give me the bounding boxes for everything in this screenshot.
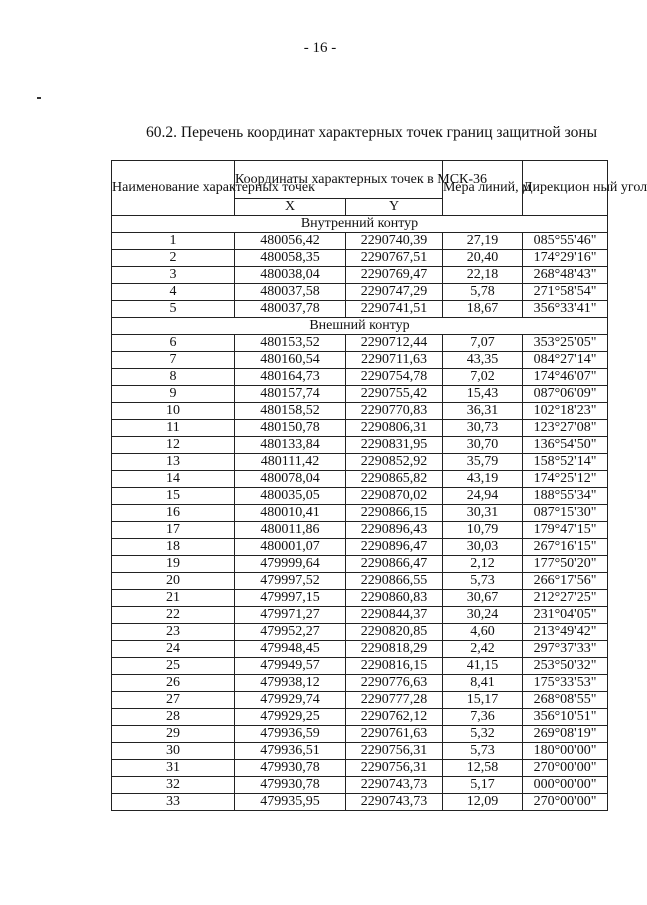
table-row	[112, 573, 608, 590]
direction-angle: 253°50'32"	[523, 658, 608, 675]
header-length: Мера линий, м	[443, 161, 523, 216]
point-number: 8	[112, 369, 235, 386]
line-length: 35,79	[443, 454, 523, 471]
direction-angle: 174°29'16"	[523, 250, 608, 267]
line-length: 30,73	[443, 420, 523, 437]
table-row	[112, 488, 608, 505]
point-number: 11	[112, 420, 235, 437]
coord-y: 2290818,29	[346, 641, 443, 658]
section-label: Внутренний контур	[112, 216, 608, 233]
point-number: 21	[112, 590, 235, 607]
line-length: 43,35	[443, 352, 523, 369]
point-number: 31	[112, 760, 235, 777]
section-label: Внешний контур	[112, 318, 608, 335]
table-row	[112, 692, 608, 709]
point-number: 19	[112, 556, 235, 573]
coord-y: 2290860,83	[346, 590, 443, 607]
line-length: 8,41	[443, 675, 523, 692]
direction-angle: 136°54'50"	[523, 437, 608, 454]
coord-x: 480038,04	[235, 267, 346, 284]
header-x: X	[235, 199, 346, 216]
coord-y: 2290754,78	[346, 369, 443, 386]
header-coordinates: Координаты характерных точек в МСК-36	[235, 161, 443, 199]
point-number: 7	[112, 352, 235, 369]
direction-angle: 102°18'23"	[523, 403, 608, 420]
table-row	[112, 777, 608, 794]
line-length: 7,07	[443, 335, 523, 352]
line-length: 5,17	[443, 777, 523, 794]
table-row	[112, 590, 608, 607]
coord-y: 2290896,47	[346, 539, 443, 556]
coord-y: 2290844,37	[346, 607, 443, 624]
line-length: 18,67	[443, 301, 523, 318]
coord-y: 2290820,85	[346, 624, 443, 641]
coord-x: 480035,05	[235, 488, 346, 505]
line-length: 12,58	[443, 760, 523, 777]
table-row	[112, 250, 608, 267]
coord-y: 2290711,63	[346, 352, 443, 369]
coord-x: 480160,54	[235, 352, 346, 369]
line-length: 30,24	[443, 607, 523, 624]
direction-angle: 179°47'15"	[523, 522, 608, 539]
table-row	[112, 794, 608, 811]
coordinates-table	[111, 160, 647, 811]
direction-angle: 087°06'09"	[523, 386, 608, 403]
line-length: 30,03	[443, 539, 523, 556]
coord-x: 479997,52	[235, 573, 346, 590]
coord-y: 2290776,63	[346, 675, 443, 692]
point-number: 24	[112, 641, 235, 658]
line-length: 41,15	[443, 658, 523, 675]
header-y: Y	[346, 199, 443, 216]
table-row	[112, 505, 608, 522]
direction-angle: 212°27'25"	[523, 590, 608, 607]
direction-angle: 188°55'34"	[523, 488, 608, 505]
coord-x: 480153,52	[235, 335, 346, 352]
coord-y: 2290866,55	[346, 573, 443, 590]
point-number: 5	[112, 301, 235, 318]
direction-angle: 270°00'00"	[523, 794, 608, 811]
line-length: 22,18	[443, 267, 523, 284]
point-number: 26	[112, 675, 235, 692]
point-number: 10	[112, 403, 235, 420]
coord-x: 480164,73	[235, 369, 346, 386]
line-length: 24,94	[443, 488, 523, 505]
point-number: 23	[112, 624, 235, 641]
line-length: 5,32	[443, 726, 523, 743]
table-row	[112, 471, 608, 488]
table-row	[112, 726, 608, 743]
direction-angle: 297°37'33"	[523, 641, 608, 658]
direction-angle: 270°00'00"	[523, 760, 608, 777]
direction-angle: 267°16'15"	[523, 539, 608, 556]
coord-x: 480011,86	[235, 522, 346, 539]
coord-x: 479929,25	[235, 709, 346, 726]
coord-y: 2290870,02	[346, 488, 443, 505]
direction-angle: 123°27'08"	[523, 420, 608, 437]
coord-x: 480157,74	[235, 386, 346, 403]
direction-angle: 085°55'46"	[523, 233, 608, 250]
coord-y: 2290761,63	[346, 726, 443, 743]
line-length: 30,67	[443, 590, 523, 607]
table-row	[112, 675, 608, 692]
point-number: 17	[112, 522, 235, 539]
line-length: 30,31	[443, 505, 523, 522]
direction-angle: 177°50'20"	[523, 556, 608, 573]
coord-y: 2290756,31	[346, 760, 443, 777]
line-length: 5,73	[443, 573, 523, 590]
line-length: 27,19	[443, 233, 523, 250]
line-length: 4,60	[443, 624, 523, 641]
direction-angle: 175°33'53"	[523, 675, 608, 692]
table-row	[112, 369, 608, 386]
direction-angle: 353°25'05"	[523, 335, 608, 352]
point-number: 13	[112, 454, 235, 471]
coord-y: 2290741,51	[346, 301, 443, 318]
coord-x: 479971,27	[235, 607, 346, 624]
coord-x: 480158,52	[235, 403, 346, 420]
coord-y: 2290852,92	[346, 454, 443, 471]
table-row	[112, 233, 608, 250]
point-number: 6	[112, 335, 235, 352]
point-number: 4	[112, 284, 235, 301]
coord-x: 479949,57	[235, 658, 346, 675]
coord-y: 2290743,73	[346, 777, 443, 794]
coord-x: 480010,41	[235, 505, 346, 522]
line-length: 12,09	[443, 794, 523, 811]
point-number: 18	[112, 539, 235, 556]
coord-x: 480133,84	[235, 437, 346, 454]
coord-y: 2290866,15	[346, 505, 443, 522]
stray-mark	[37, 97, 41, 99]
point-number: 25	[112, 658, 235, 675]
direction-angle: 231°04'05"	[523, 607, 608, 624]
point-number: 14	[112, 471, 235, 488]
line-length: 10,79	[443, 522, 523, 539]
line-length: 7,36	[443, 709, 523, 726]
point-number: 28	[112, 709, 235, 726]
coord-x: 479935,95	[235, 794, 346, 811]
table-row	[112, 386, 608, 403]
coord-x: 479999,64	[235, 556, 346, 573]
direction-angle: 000°00'00"	[523, 777, 608, 794]
table-row	[112, 658, 608, 675]
point-number: 9	[112, 386, 235, 403]
table-row	[112, 641, 608, 658]
table-row	[112, 624, 608, 641]
point-number: 16	[112, 505, 235, 522]
coord-x: 480150,78	[235, 420, 346, 437]
coord-y: 2290816,15	[346, 658, 443, 675]
coord-x: 479938,12	[235, 675, 346, 692]
coord-x: 479929,74	[235, 692, 346, 709]
coord-y: 2290865,82	[346, 471, 443, 488]
coord-x: 479948,45	[235, 641, 346, 658]
coord-x: 480111,42	[235, 454, 346, 471]
point-number: 33	[112, 794, 235, 811]
coord-x: 480037,58	[235, 284, 346, 301]
table-row	[112, 267, 608, 284]
table-row	[112, 403, 608, 420]
direction-angle: 174°25'12"	[523, 471, 608, 488]
coord-x: 480056,42	[235, 233, 346, 250]
coordinates-table-body	[112, 216, 608, 811]
coord-y: 2290762,12	[346, 709, 443, 726]
direction-angle: 271°58'54"	[523, 284, 608, 301]
direction-angle: 087°15'30"	[523, 505, 608, 522]
point-number: 2	[112, 250, 235, 267]
table-row	[112, 284, 608, 301]
table-row	[112, 760, 608, 777]
coord-x: 479952,27	[235, 624, 346, 641]
coord-y: 2290743,73	[346, 794, 443, 811]
coord-x: 480001,07	[235, 539, 346, 556]
direction-angle: 084°27'14"	[523, 352, 608, 369]
point-number: 30	[112, 743, 235, 760]
table-row	[112, 454, 608, 471]
line-length: 5,78	[443, 284, 523, 301]
line-length: 15,43	[443, 386, 523, 403]
coord-x: 479936,59	[235, 726, 346, 743]
coord-x: 480058,35	[235, 250, 346, 267]
point-number: 1	[112, 233, 235, 250]
line-length: 43,19	[443, 471, 523, 488]
table-row	[112, 607, 608, 624]
table-row	[112, 352, 608, 369]
coord-y: 2290747,29	[346, 284, 443, 301]
line-length: 15,17	[443, 692, 523, 709]
point-number: 3	[112, 267, 235, 284]
document-title: 60.2. Перечень координат характерных точек границ защитной зоны	[146, 124, 598, 141]
coord-y: 2290806,31	[346, 420, 443, 437]
direction-angle: 266°17'56"	[523, 573, 608, 590]
coord-x: 479936,51	[235, 743, 346, 760]
point-number: 12	[112, 437, 235, 454]
coord-y: 2290866,47	[346, 556, 443, 573]
coord-x: 480037,78	[235, 301, 346, 318]
table-row	[112, 709, 608, 726]
header-angle: Дирекцион ный угол	[523, 161, 608, 216]
coord-y: 2290755,42	[346, 386, 443, 403]
line-length: 2,42	[443, 641, 523, 658]
table-row	[112, 743, 608, 760]
line-length: 36,31	[443, 403, 523, 420]
coord-y: 2290896,43	[346, 522, 443, 539]
table-row	[112, 539, 608, 556]
coord-y: 2290770,83	[346, 403, 443, 420]
coord-y: 2290769,47	[346, 267, 443, 284]
line-length: 20,40	[443, 250, 523, 267]
point-number: 27	[112, 692, 235, 709]
section-header-row	[112, 216, 608, 233]
coord-x: 479930,78	[235, 777, 346, 794]
coord-y: 2290777,28	[346, 692, 443, 709]
table-row	[112, 335, 608, 352]
line-length: 2,12	[443, 556, 523, 573]
coord-y: 2290712,44	[346, 335, 443, 352]
coord-x: 479930,78	[235, 760, 346, 777]
point-number: 15	[112, 488, 235, 505]
header-name: Наименование характерных точек	[112, 161, 235, 216]
table-row	[112, 437, 608, 454]
direction-angle: 269°08'19"	[523, 726, 608, 743]
coord-y: 2290831,95	[346, 437, 443, 454]
point-number: 20	[112, 573, 235, 590]
table-row	[112, 301, 608, 318]
point-number: 22	[112, 607, 235, 624]
direction-angle: 268°08'55"	[523, 692, 608, 709]
point-number: 32	[112, 777, 235, 794]
table-row	[112, 556, 608, 573]
point-number: 29	[112, 726, 235, 743]
coord-y: 2290756,31	[346, 743, 443, 760]
coord-x: 480078,04	[235, 471, 346, 488]
direction-angle: 268°48'43"	[523, 267, 608, 284]
line-length: 7,02	[443, 369, 523, 386]
page-number: - 16 -	[303, 40, 337, 56]
line-length: 5,73	[443, 743, 523, 760]
coord-y: 2290740,39	[346, 233, 443, 250]
direction-angle: 213°49'42"	[523, 624, 608, 641]
direction-angle: 180°00'00"	[523, 743, 608, 760]
section-header-row	[112, 318, 608, 335]
direction-angle: 356°33'41"	[523, 301, 608, 318]
table-row	[112, 420, 608, 437]
coord-y: 2290767,51	[346, 250, 443, 267]
line-length: 30,70	[443, 437, 523, 454]
table-row	[112, 522, 608, 539]
coord-x: 479997,15	[235, 590, 346, 607]
direction-angle: 158°52'14"	[523, 454, 608, 471]
direction-angle: 174°46'07"	[523, 369, 608, 386]
direction-angle: 356°10'51"	[523, 709, 608, 726]
